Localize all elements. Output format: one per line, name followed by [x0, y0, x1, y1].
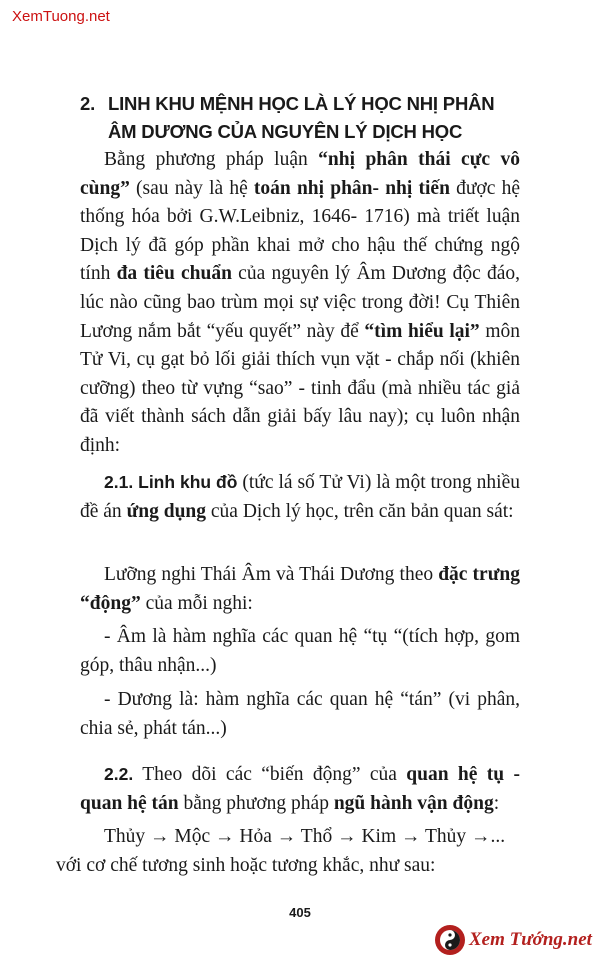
- bold-run: đặc trưng “động”: [80, 564, 520, 614]
- text-run: được hệ thống hóa bởi G.W.Leibniz, 1646- 1716) mà triết luận Dịch lý đã góp phần khai mở cho hậu thế chứng ngộ tính: [80, 177, 520, 285]
- text-run: Bằng phương pháp luận: [104, 149, 319, 170]
- paragraph-intro: [80, 146, 520, 461]
- watermark-logo: [435, 922, 592, 958]
- paragraph-luong-nghi: [80, 561, 520, 618]
- text-run: của nguyên lý Âm Dương độc đáo, lúc nào cũng bao trùm mọi sự việc trong đời! Cụ Thiên Lương nắm bắt “yếu quyết” này để: [80, 263, 521, 342]
- bold-run: toán nhị phân- nhị tiến: [253, 177, 450, 199]
- text-run: môn Tử Vi, cụ gạt bỏ lối giải thích vụn vặt - chắp nối (khiên cưỡng) theo từ vựng “sao” - tinh đẩu (mà nhiều tác giả đã viết thành sách dẫn giải bấy lâu nay); cụ luôn nhận định:: [80, 320, 520, 456]
- watermark-top: XemTuong.net: [12, 8, 110, 25]
- paragraph-section-2-2: [80, 760, 520, 818]
- heading-line2: ÂM DƯƠNG CỦA NGUYÊN LÝ DỊCH HỌC: [108, 121, 463, 142]
- bold-run: đa tiêu chuẩn: [116, 263, 232, 285]
- logo-text: Xem Tướng.net: [469, 929, 592, 950]
- paragraph-section-2-1: [80, 468, 520, 526]
- yin-yang-icon: [435, 925, 465, 955]
- ngu-hanh-note: với cơ chế tương sinh hoặc tương khắc, như sau:: [56, 854, 436, 876]
- text-run: của Dịch lý học, trên căn bản quan sát:: [206, 500, 514, 522]
- text-run: của mỗi nghi:: [140, 592, 253, 614]
- paragraph-am: - Âm là hàm nghĩa các quan hệ “tụ “(tích hợp, gom góp, thâu nhận...): [80, 626, 520, 676]
- text-run: Lưỡng nghi Thái Âm và Thái Dương theo: [104, 564, 439, 585]
- text-run: (tức lá số Tử Vi) là một trong nhiều đề án: [80, 472, 520, 522]
- ngu-hanh-sequence: Thủy → Mộc → Hỏa → Thổ → Kim → Thủy →...: [104, 826, 506, 847]
- bold-run: quan hệ tụ - quan hệ tán: [80, 764, 520, 814]
- text-run: bằng phương pháp: [178, 792, 334, 814]
- bold-run: “nhị phân thái cực vô cùng”: [80, 149, 520, 199]
- page-number: 405: [289, 905, 311, 920]
- bold-run: ứng dụng: [126, 500, 207, 522]
- section-heading: [80, 90, 550, 146]
- subsection-label: 2.1. Linh khu đồ: [104, 472, 238, 492]
- heading-number: 2.: [80, 93, 96, 114]
- heading-line1: LINH KHU MỆNH HỌC LÀ LÝ HỌC NHỊ PHÂN: [108, 93, 495, 114]
- subsection-label: 2.2.: [104, 764, 134, 784]
- text-run: Theo dõi các “biến động” của: [133, 764, 407, 785]
- text-run: :: [493, 792, 500, 814]
- text-run: (sau này là hệ: [129, 177, 254, 199]
- bold-run: “tìm hiểu lại”: [364, 320, 480, 342]
- bold-run: ngũ hành vận động: [333, 792, 494, 814]
- paragraph-duong: - Dương là: hàm nghĩa các quan hệ “tán” (vi phân, chia sẻ, phát tán...): [80, 689, 520, 739]
- paragraph-ngu-hanh: [56, 823, 520, 880]
